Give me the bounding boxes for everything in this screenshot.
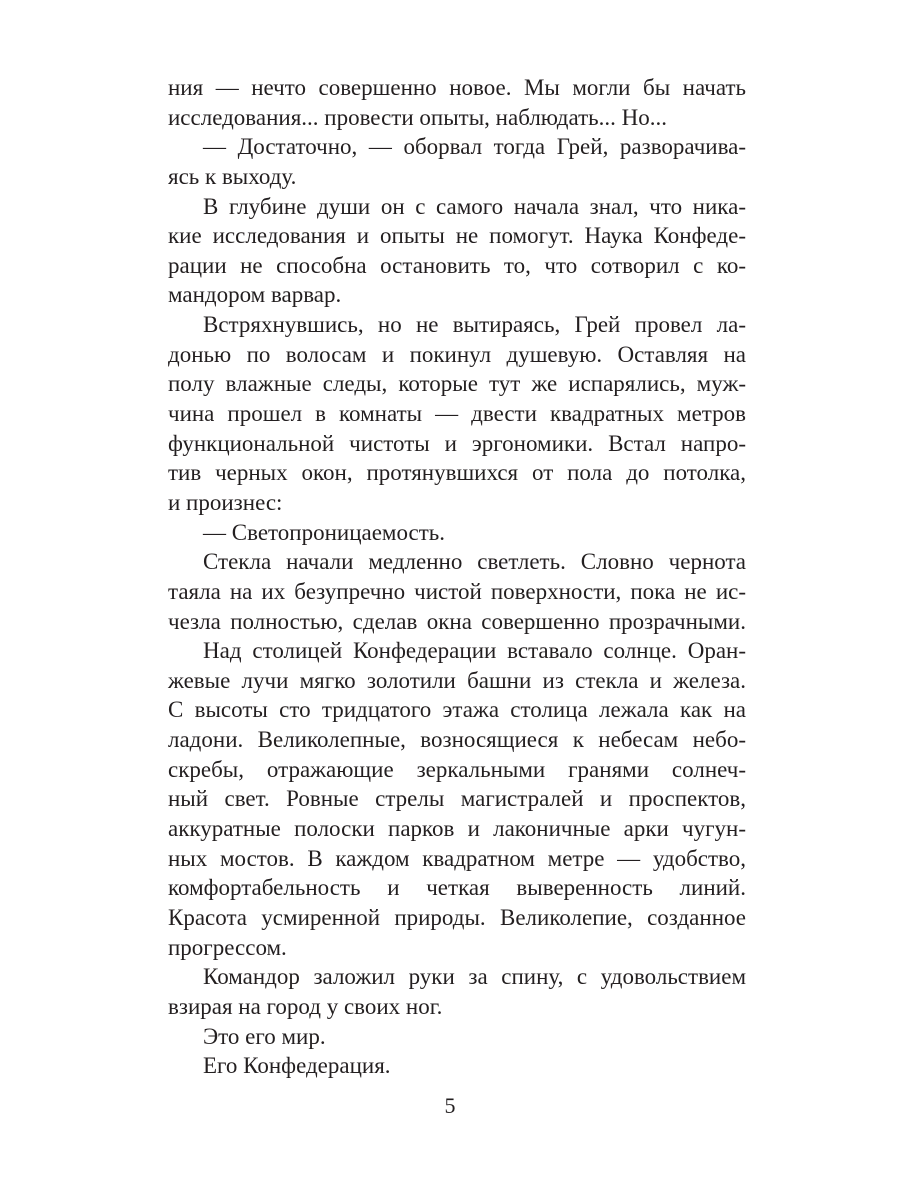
text-line: ладони. Великолепные, возносящиеся к небесам небо-: [168, 727, 746, 753]
text-line: функциональной чистоты и эргономики. Встал напро-: [168, 430, 746, 456]
text-line: мандором варвар.: [168, 282, 342, 308]
text-line: чезла полностью, сделав окна совершенно прозрачными.: [168, 608, 746, 634]
text-line: Командор заложил руки за спину, с удовольствием: [203, 964, 746, 990]
text-line: кие исследования и опыты не помогут. Наука Конфеде-: [168, 223, 746, 249]
text-line: взирая на город у своих ног.: [168, 993, 443, 1019]
text-line: С высоты сто тридцатого этажа столица лежала как на: [168, 697, 746, 723]
text-line: ясь к выходу.: [168, 163, 297, 189]
text-line: скребы, отражающие зеркальными гранями солнеч-: [168, 756, 746, 782]
text-line: чина прошел в комнаты — двести квадратных метров: [168, 401, 746, 427]
text-line: В глубине души он с самого начала знал, что ника-: [203, 193, 746, 219]
text-line: — Достаточно, — оборвал тогда Грей, разворачива-: [203, 134, 746, 160]
text-line: Стекла начали медленно светлеть. Словно чернота: [203, 549, 746, 575]
text-line: Красота усмиренной природы. Великолепие, созданное: [168, 904, 746, 930]
text-line: таяла на их безупречно чистой поверхности, пока не ис-: [168, 578, 746, 604]
text-line: тив черных окон, протянувшихся от пола до потолка,: [168, 460, 746, 486]
text-line: и произнес:: [168, 489, 283, 515]
text-line: ных мостов. В каждом квадратном метре — удобство,: [168, 845, 746, 871]
text-line: Это его мир.: [203, 1023, 326, 1049]
page-number: 5: [444, 1093, 456, 1118]
text-line: рации не способна остановить то, что сотворил с ко-: [168, 252, 746, 278]
text-line: ный свет. Ровные стрелы магистралей и проспектов,: [168, 786, 746, 812]
text-line: исследования... провести опыты, наблюдать... Но...: [168, 104, 668, 130]
text-line: жевые лучи мягко золотили башни из стекла и железа.: [168, 667, 746, 693]
book-page-text: [168, 73, 746, 1081]
text-line: ния — нечто совершенно новое. Мы могли бы начать: [168, 75, 746, 100]
text-line: комфортабельность и четкая выверенность линий.: [168, 875, 746, 901]
text-line: Его Конфедерация.: [203, 1053, 391, 1079]
text-line: Встряхнувшись, но не вытираясь, Грей провел ла-: [203, 312, 746, 338]
text-line: аккуратные полоски парков и лаконичные арки чугун-: [168, 816, 746, 842]
text-line: прогрессом.: [168, 934, 287, 960]
text-line: донью по волосам и покинул душевую. Оставляя на: [168, 341, 746, 367]
text-line: Над столицей Конфедерации вставало солнце. Оран-: [203, 638, 746, 664]
text-line: полу влажные следы, которые тут же испарялись, муж-: [168, 371, 746, 397]
text-line: — Светопроницаемость.: [203, 519, 446, 545]
